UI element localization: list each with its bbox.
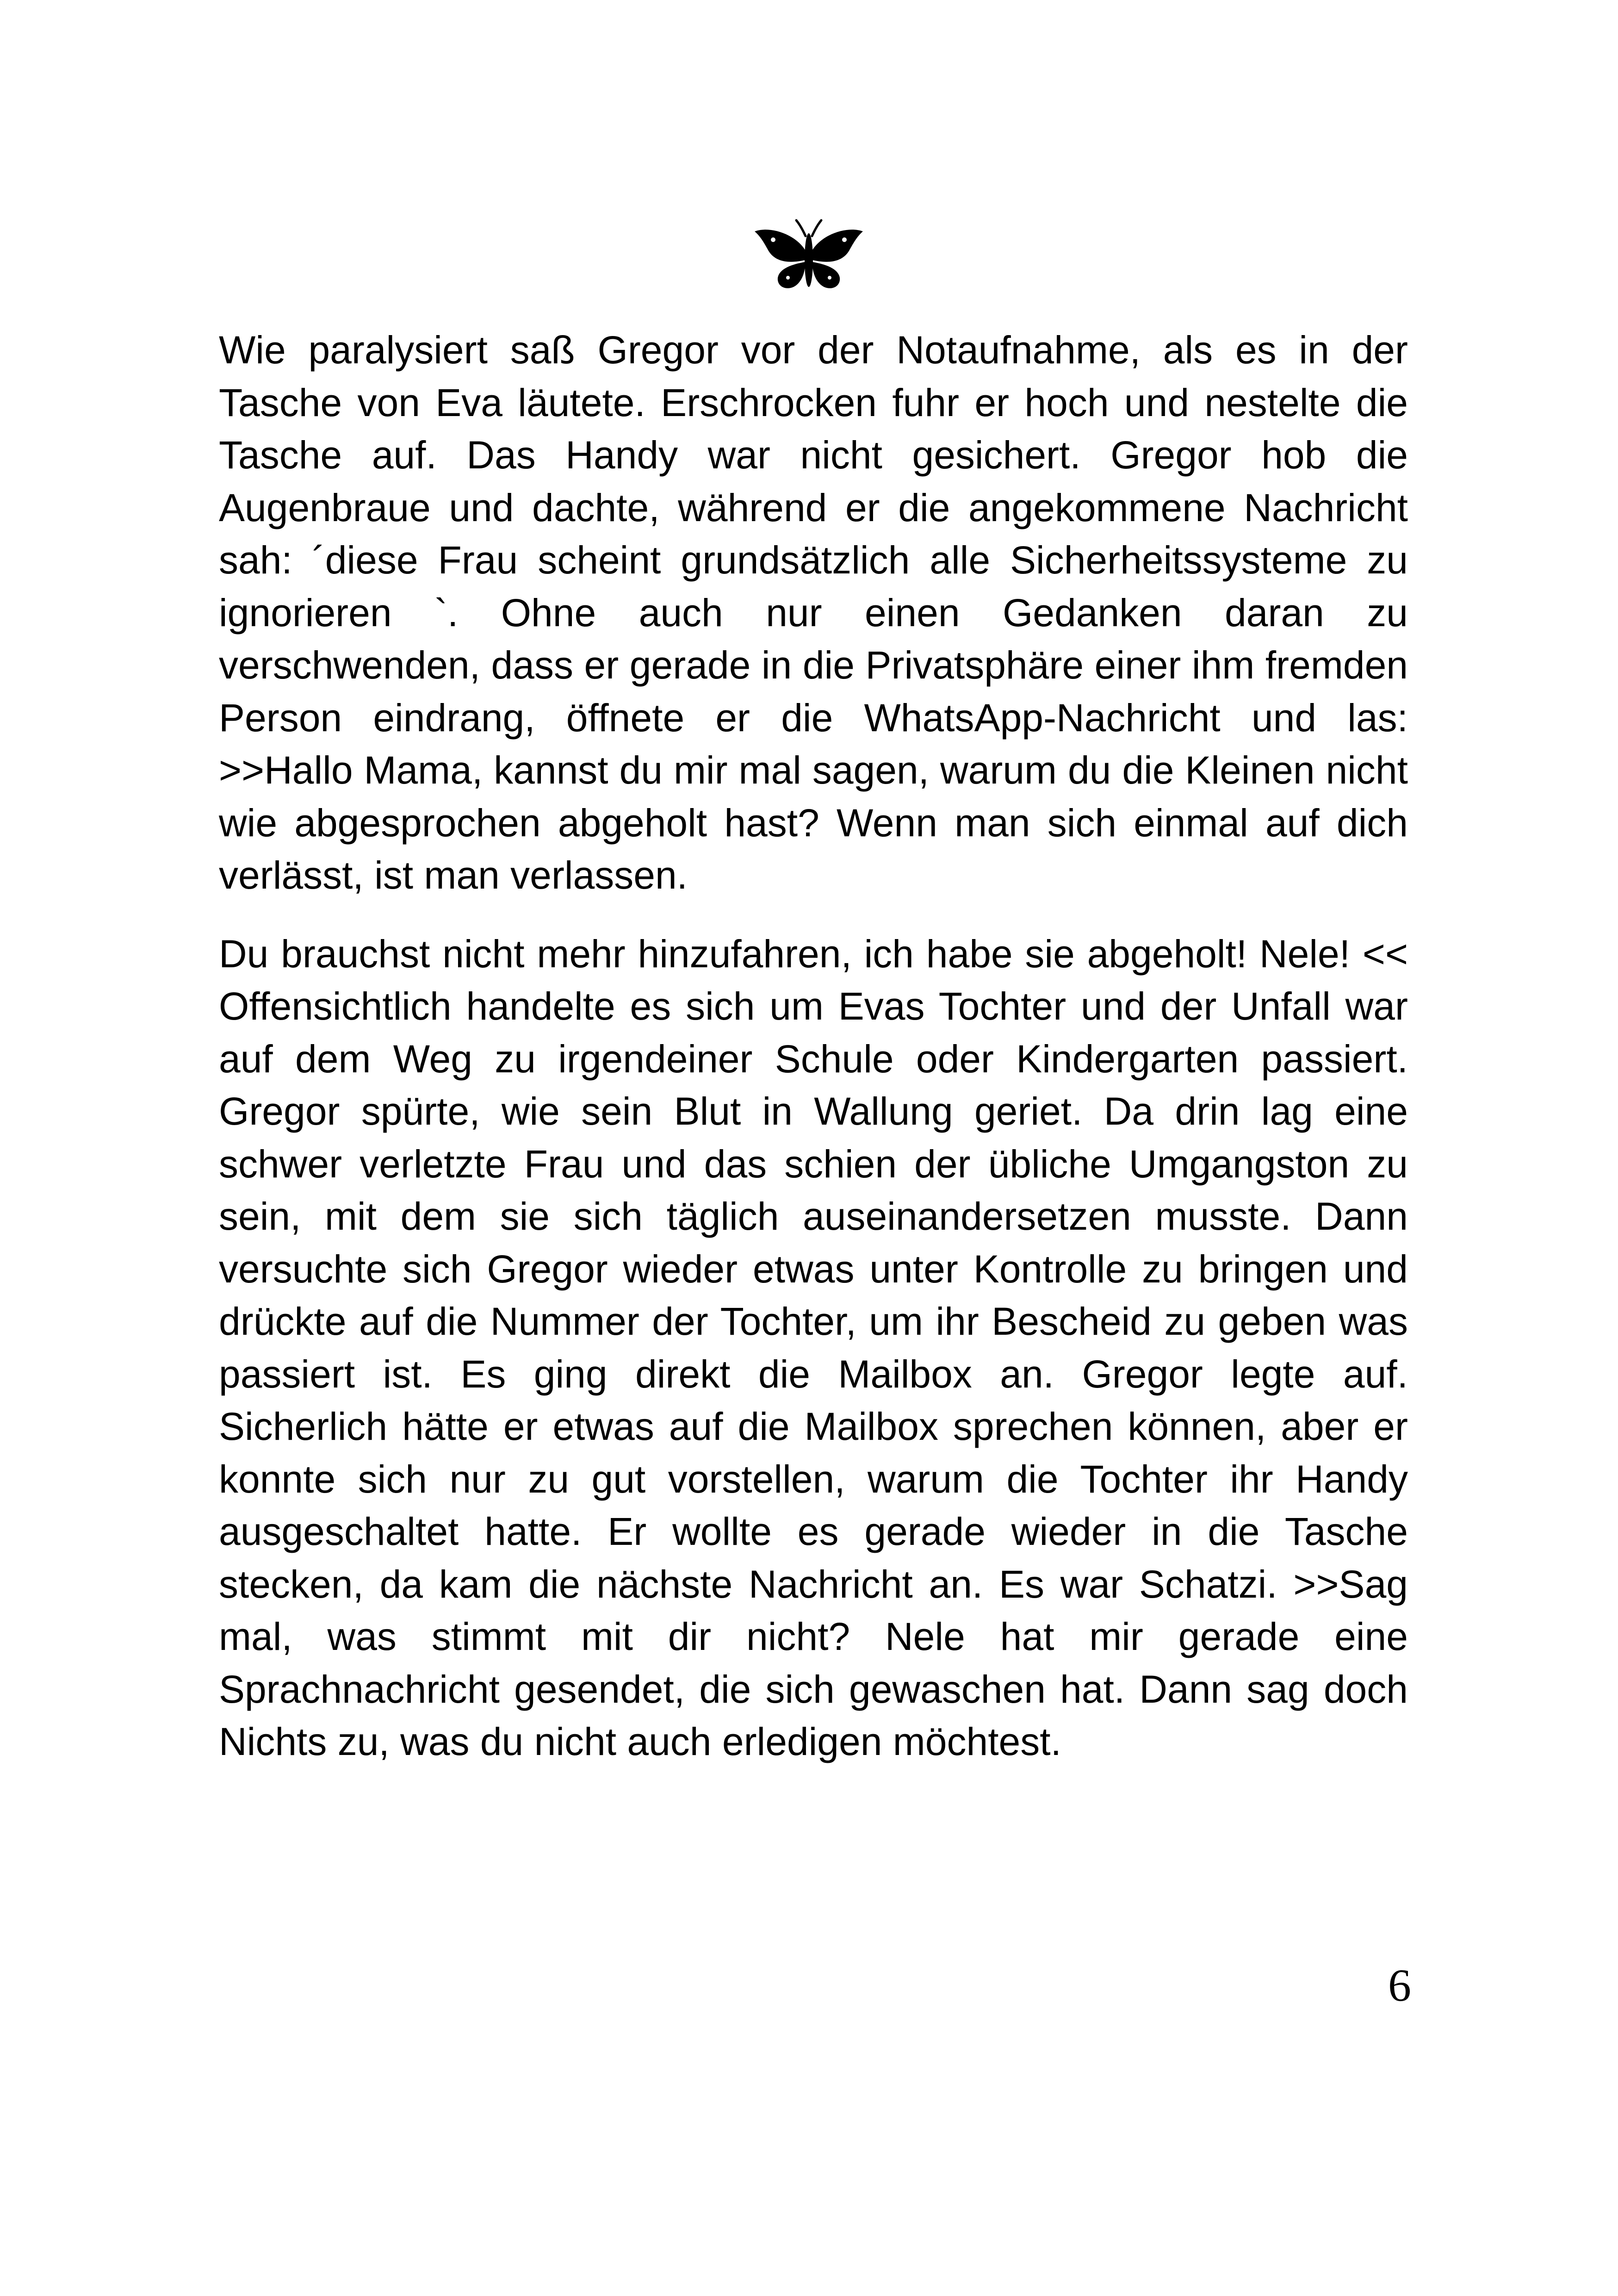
page-number: 6 xyxy=(1388,1960,1411,2011)
butterfly-icon xyxy=(751,218,867,292)
paragraph-2: Du brauchst nicht mehr hinzufahren, ich habe sie abgeholt! Nele! << Offensichtlich handelte es sich um Evas Tochter und der Unfall war auf dem Weg zu irgendeiner Schule oder Kindergarten passiert. Gregor spürte, wie sein Blut in Wallung geriet. Da drin lag eine schwer verletzte Frau und das schien der übliche Umgangston zu sein, mit dem sie sich täglich auseinandersetzen musste. Dann versuchte sich Gregor wieder etwas unter Kontrolle zu bringen und drückte auf die Nummer der Tochter, um ihr Bescheid zu geben was passiert ist. Es ging direkt die Mailbox an. Gregor legte auf. Sicherlich hätte er etwas auf die Mailbox sprechen können, aber er konnte sich nur zu gut vorstellen, warum die Tochter ihr Handy ausgeschaltet hatte. Er wollte es gerade wieder in die Tasche stecken, da kam die nächste Nachricht an. Es war Schatzi. >>Sag mal, was stimmt mit dir nicht? Nele hat mir gerade eine Sprachnachricht gesendet, die sich gewaschen hat. Dann sag doch Nichts zu, was du nicht auch erledigen möchtest. xyxy=(219,932,1408,1763)
paragraph-1: Wie paralysiert saß Gregor vor der Notaufnahme, als es in der Tasche von Eva läutete. Erschrocken fuhr er hoch und nestelte die Tasche auf. Das Handy war nicht gesichert. Gregor hob die Augenbraue und dachte, während er die angekommene Nachricht sah: ´diese Frau scheint grundsätzlich alle Sicherheitssysteme zu ignorieren `. Ohne auch nur einen Gedanken daran zu verschwenden, dass er gerade in die Privatsphäre einer ihm fremden Person eindrang, öffnete er die WhatsApp-Nachricht und las: >>Hallo Mama, kannst du mir mal sagen, warum du die Kleinen nicht wie abgesprochen abgeholt hast? Wenn man sich einmal auf dich verlässt, ist man verlassen. xyxy=(219,328,1408,897)
body-text xyxy=(219,324,1408,1768)
